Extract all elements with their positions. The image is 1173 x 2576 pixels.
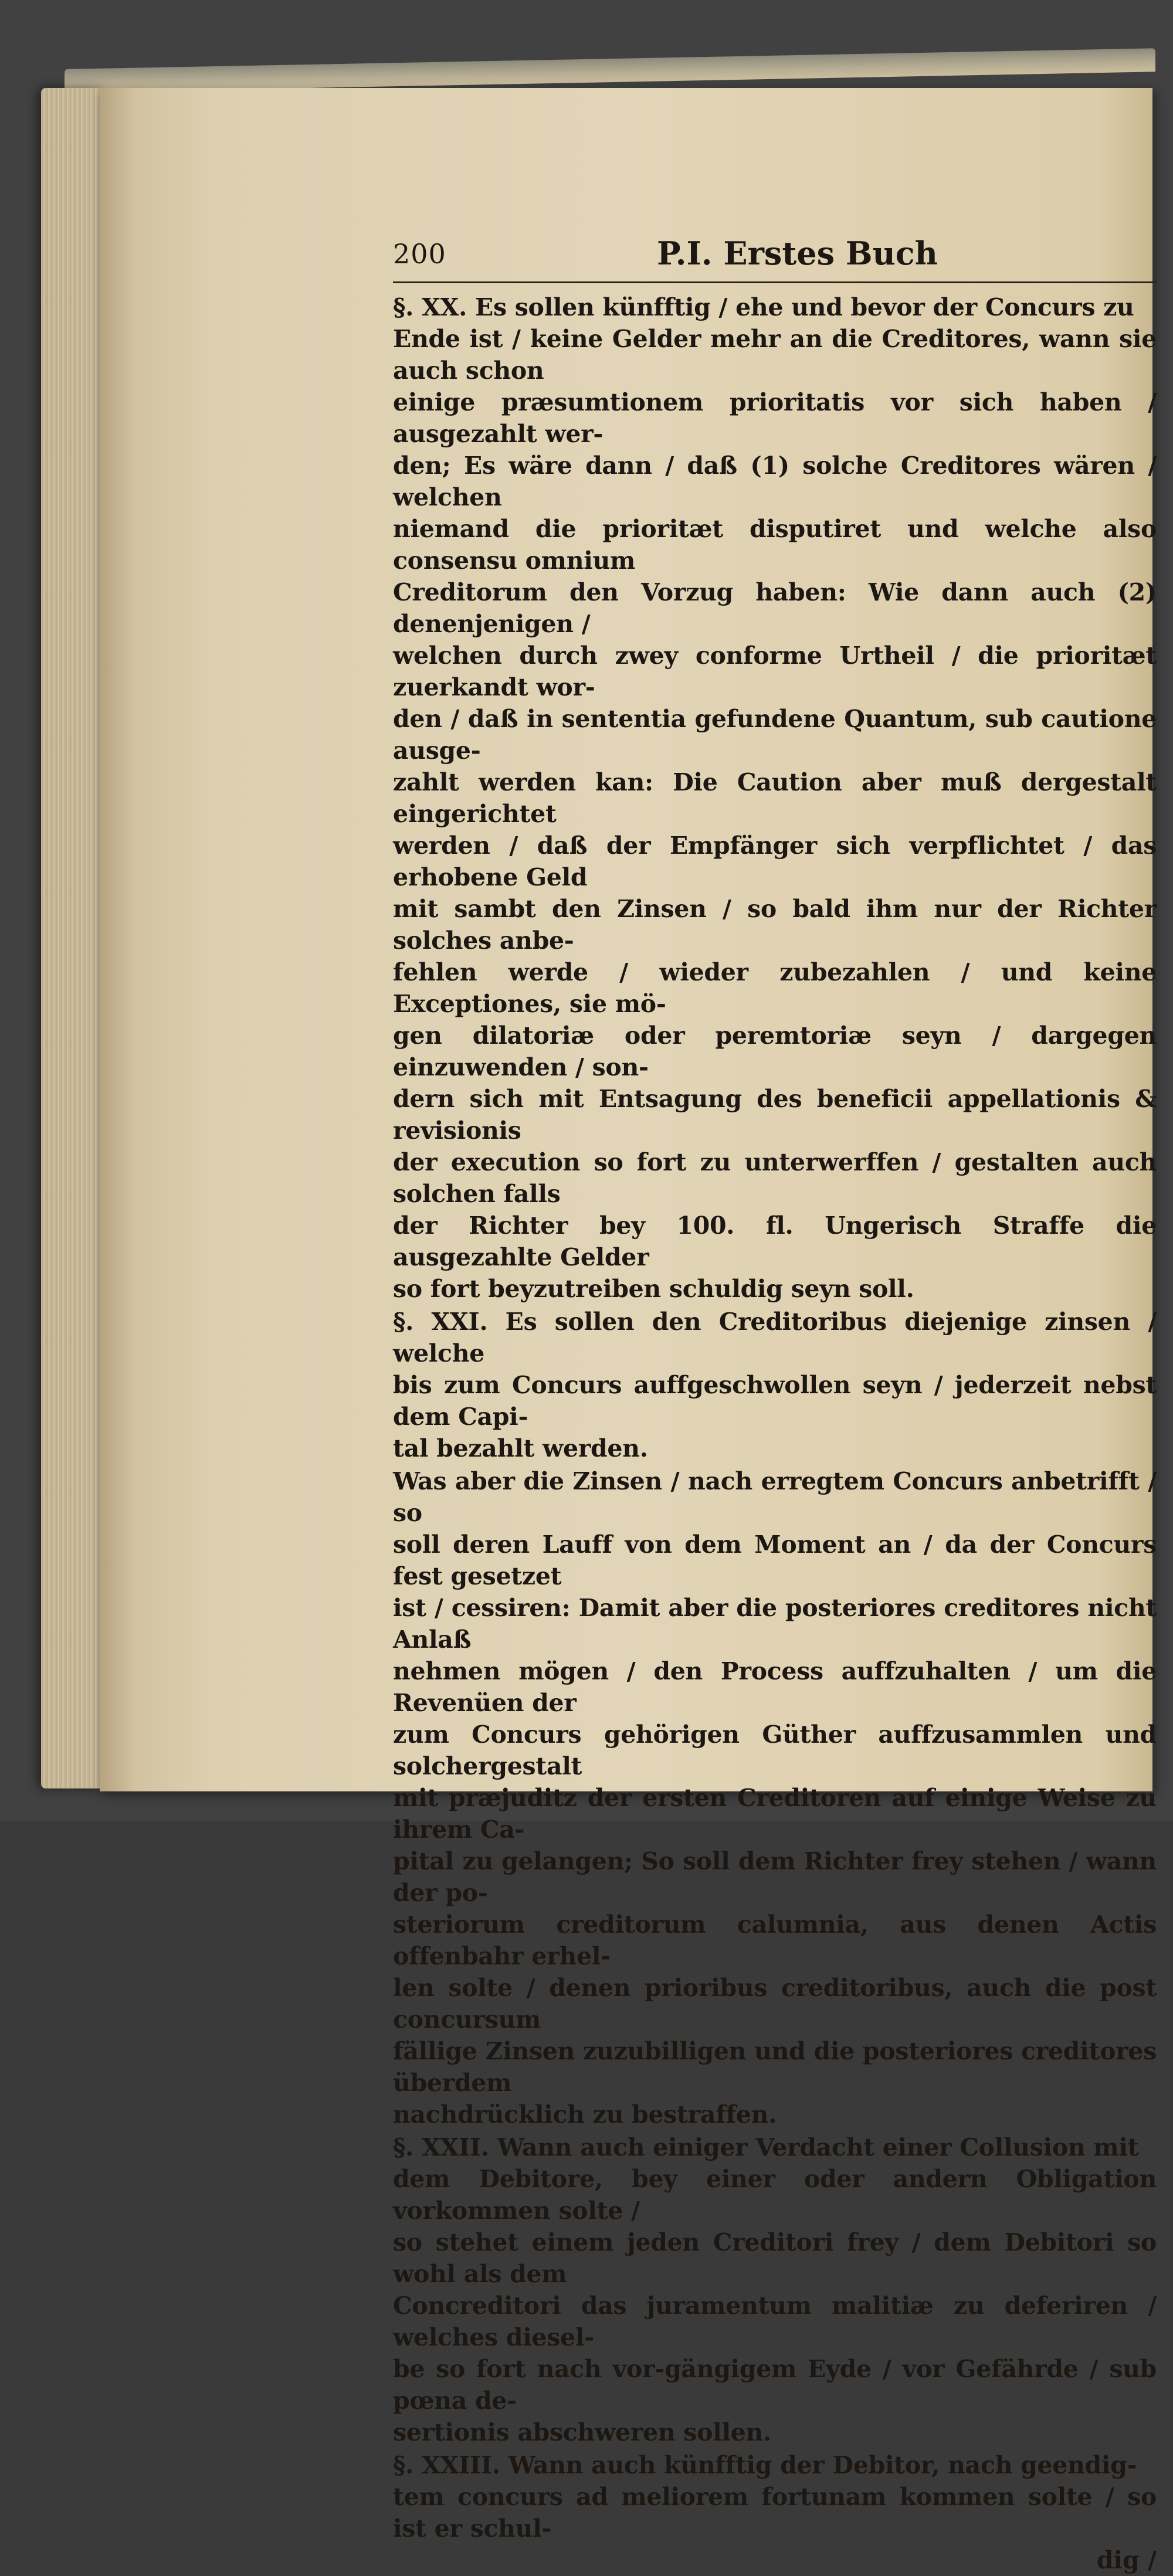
catchword: dig / (1096, 2546, 1157, 2574)
page-stack-edges (41, 88, 106, 1788)
running-title: P.I. Erstes Buch (657, 235, 938, 272)
running-head (393, 228, 1157, 283)
paragraph-section-xxi-continued: Was aber die Zinsen / nach erregtem Concurs anbetrifft / so soll deren Lauff von dem Moment an / da der Concurs fest gesetzet ist / cessiren: Damit aber die posteriores creditores nicht Anlaß nehmen mögen / den Process auffzuhalten / um die Revenüen der zum Concurs gehörigen Güther auffzusammlen und solchergestalt mit præjuditz der ersten Creditoren auf einige Weise zu ihrem Ca- pital zu gelangen; So soll dem Richter frey stehen / wann der po- steriorum creditorum calumnia, aus denen Actis offenbahr erhel- len solte / denen prioribus creditoribus, auch die post concursum fällige Zinsen zuzubilligen und die posteriores creditores überdem nachdrücklich zu bestraffen. (393, 1467, 1157, 2129)
paragraph-section-xxi: §. XXI. Es sollen den Creditoribus diejenige zinsen / welche bis zum Concurs auffgeschwollen seyn / jederzeit nebst dem Capi- tal bezahlt werden. (393, 1308, 1157, 1462)
page-top-edge (65, 48, 1155, 93)
paragraph-section-xxii: §. XXII. Wann auch einiger Verdacht einer Collusion mit dem Debitore, bey einer oder andern Obligation vorkommen solte / so stehet einem jeden Creditori frey / dem Debitori so wohl als dem Concreditori das juramentum malitiæ zu deferiren / welches diesel- be so fort nach vor-gängigem Eyde / vor Gefährde / sub pœna de- sertionis abschweren sollen. (393, 2133, 1157, 2446)
paragraph-section-xx: §. XX. Es sollen künfftig / ehe und bevor der Concurs zu Ende ist / keine Gelder mehr an die Creditores, wann sie auch schon einige præsumtionem prioritatis vor sich haben / ausgezahlt wer- den; Es wäre dann / daß (1) solche Creditores wären / welchen niemand die prioritæt disputiret und welche also consensu omnium Creditorum den Vorzug haben: Wie dann auch (2) denenjenigen / welchen durch zwey conforme Urtheil / die prioritæt zuerkandt wor- den / daß in sententia gefundene Quantum, sub cautione ausge- zahlt werden kan: Die Caution aber muß dergestalt eingerichtet werden / daß der Empfänger sich verpflichtet / das erhobene Geld mit sambt den Zinsen / so bald ihm nur der Richter solches anbe- fehlen werde / wieder zubezahlen / und keine Exceptiones, sie mö- gen dilatoriæ oder peremtoriæ seyn / dargegen einzuwenden / son- dern sich mit Entsagung des beneficii appellationis & revisionis der execution so fort zu unterwerffen / gestalten auch solchen falls der Richter bey 100. fl. Ungerisch Straffe die ausgezahlte Gelder so fort beyzutreiben schuldig seyn soll. (393, 293, 1157, 1303)
page-number: 200 (393, 238, 446, 270)
text-block (393, 228, 1157, 2576)
paragraph-section-xxiii: §. XXIII. Wann auch künfftig der Debitor, nach geendig- tem concurs ad meliorem fortunam kommen solte / so ist er schul- (393, 2451, 1157, 2543)
